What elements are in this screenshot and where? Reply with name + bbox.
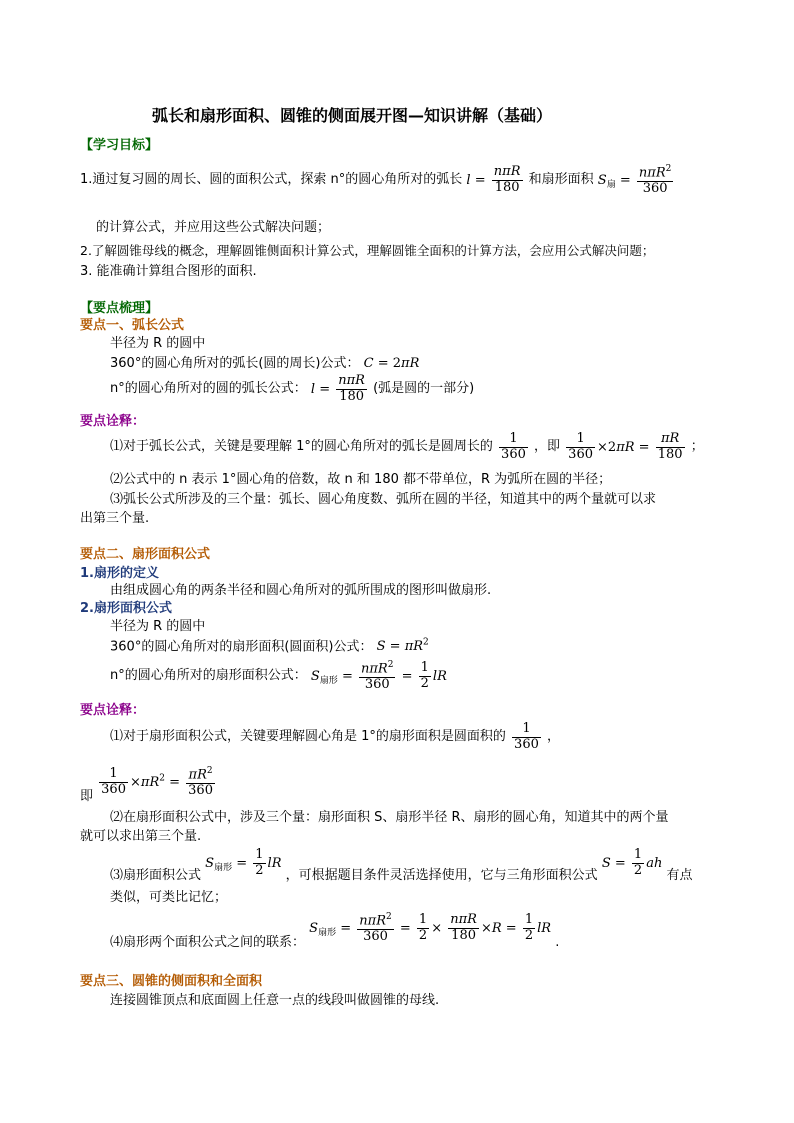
- section-1-line-2: 360°的圆心角所对的弧长(圆的周长)公式： C = 2πR: [110, 356, 420, 371]
- section-1-line-1: 半径为 R 的圆中: [110, 336, 206, 351]
- section-2-note-3: ⑶扇形面积公式 $S_{扇形}$ = $\frac{1}{2}$ lR ，可根据题目条件灵活选择使用，它与三角形面积公式 S = $\frac{1}{2}$ ah 有点: [110, 847, 693, 883]
- section-2-title: 要点二、扇形面积公式: [80, 547, 211, 562]
- section-3-title: 要点三、圆锥的侧面积和全面积: [80, 974, 263, 989]
- section-2-line-3: n°的圆心角所对的扇形面积公式： $S_{扇形}$ = $\frac{n\pi R^2}{360}$ = $\frac{1}{2}$ lR: [110, 660, 447, 693]
- goal-1-text-b: 和扇形面积: [528, 172, 594, 188]
- section-2-note-3d: 类似，可类比记忆；: [110, 890, 228, 905]
- goals-header: 【学习目标】: [80, 138, 159, 153]
- section-2-sub-2: 2.扇形面积公式: [80, 601, 172, 616]
- section-1-title: 要点一、弧长公式: [80, 318, 185, 333]
- section-2-sub-1: 1.扇形的定义: [80, 566, 159, 581]
- page-title: 弧长和扇形面积、圆锥的侧面展开图—知识讲解（基础）: [152, 106, 553, 125]
- section-2-note-4: ⑷扇形两个面积公式之间的联系： $S_{扇形}$ = $\frac{n\pi R^2}{360}$ = $\frac{1}{2}$ × $\frac{\text{nπR}}{180}$ ×R = $\frac{1}{2}$ lR .: [110, 912, 560, 951]
- section-1-line-3: n°的圆心角所对的圆的弧长公式： l = $\frac{\text{nπR}}{180}$ (弧是圆的一部分): [110, 373, 475, 404]
- section-2-note-1: ⑴对于扇形面积公式，关键要理解圆心角是 1°的扇形面积是圆面积的 $\frac{1}{360}$ ，: [110, 721, 561, 752]
- goal-1-text-c: 的计算公式，并应用这些公式解决问题；: [96, 220, 331, 235]
- section-1-note-3a: ⑶弧长公式所涉及的三个量：弧长、圆心角度数、弧所在圆的半径，知道其中的两个量就可以求: [110, 492, 657, 507]
- goal-1-text-a: 1.通过复习圆的周长、圆的面积公式，探索 n°的圆心角所对的弧长: [80, 172, 463, 188]
- section-1-note-3b: 出第三个量.: [80, 511, 150, 526]
- arc-length-formula: l = $\frac{\text{nπR}}{180}$: [466, 164, 521, 196]
- section-2-note-2b: 就可以求出第三个量.: [80, 829, 202, 844]
- goal-3: 3. 能准确计算组合图形的面积.: [80, 264, 257, 279]
- section-2-note-title: 要点诠释：: [80, 703, 146, 718]
- sector-area-formula: $S_扇$ = $\frac{n\pi R^2}{360}$: [597, 164, 672, 197]
- section-2-line-2: 360°的圆心角所对的扇形面积(圆面积)公式： $S = \pi R^2$: [110, 638, 429, 655]
- section-1-note-2: ⑵公式中的 n 表示 1°圆心角的倍数，故 n 和 180 都不带单位，R 为弧所在圆的半径；: [110, 472, 612, 487]
- section-2-line-1: 半径为 R 的圆中: [110, 619, 206, 634]
- section-3-line-1: 连接圆锥顶点和底面圆上任意一点的线段叫做圆锥的母线.: [110, 993, 440, 1008]
- section-2-sub-1-text: 由组成圆心角的两条半径和圆心角所对的弧所围成的图形叫做扇形.: [110, 583, 492, 598]
- section-1-note-1: ⑴对于弧长公式，关键是要理解 1°的圆心角所对的弧长是圆周长的 $\frac{1}{360}$ ，即 $\frac{1}{360}$ ×2πR = $\frac{\pi R}{180}$ ；: [110, 431, 704, 462]
- key-points-header: 【要点梳理】: [80, 301, 159, 316]
- section-2-note-2a: ⑵在扇形面积公式中，涉及三个量：扇形面积 S、扇形半径 R、扇形的圆心角，知道其中的两个量: [110, 810, 669, 825]
- goal-1-line: [80, 164, 675, 197]
- section-2-note-1-formula: 即 $\frac{1}{360}$ $\times\pi R^2$ = $\frac{\pi R^2}{360}$: [80, 766, 213, 805]
- goal-2: 2.了解圆锥母线的概念，理解圆锥侧面积计算公式，理解圆锥全面积的计算方法，会应用公式解决问题；: [80, 243, 655, 258]
- section-1-note-title: 要点诠释：: [80, 414, 146, 429]
